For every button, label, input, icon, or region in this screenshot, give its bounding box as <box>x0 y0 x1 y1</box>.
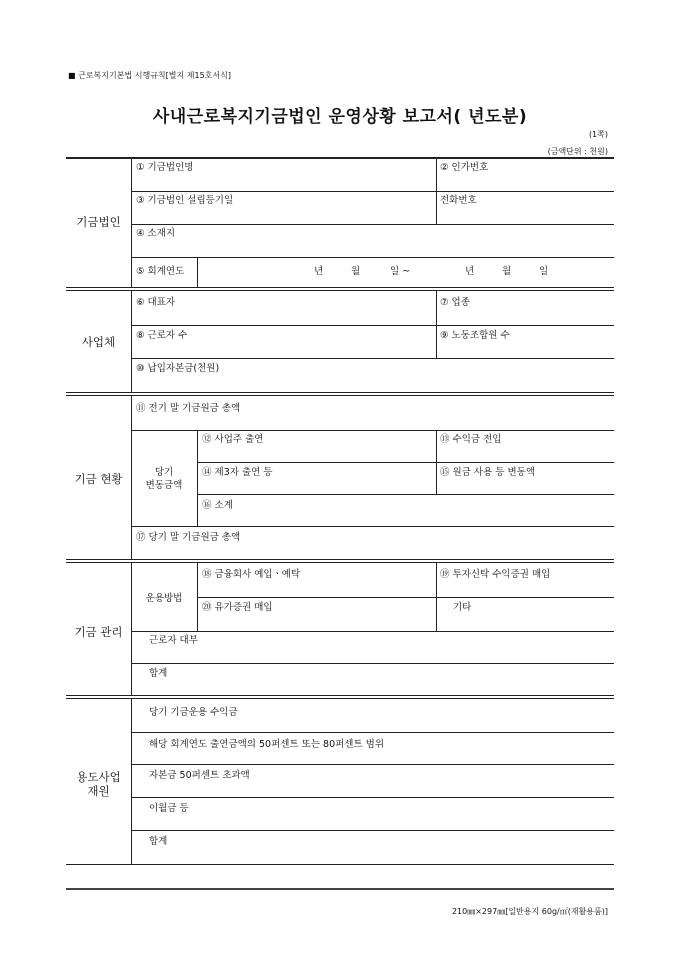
section-separator <box>66 559 614 560</box>
prev-fund-total-label: ⑪ 전기 말 기금원금 총액 <box>136 403 241 414</box>
paid-in-capital-label: ⑩ 납입자본금(천원) <box>136 363 220 374</box>
divider <box>131 663 614 664</box>
change-amount-label-1: 당기 <box>154 467 174 478</box>
footer-rule <box>66 888 614 890</box>
other-label: 기타 <box>453 602 472 613</box>
divider <box>131 764 614 765</box>
period-year-2: 년 <box>465 266 475 277</box>
section-separator <box>66 290 614 291</box>
divider <box>131 830 614 831</box>
section-label-business: 사업체 <box>81 335 116 349</box>
subtotal-label: ⑯ 소계 <box>202 500 233 511</box>
divider <box>197 430 198 526</box>
curr-fund-total-label: ⑰ 당기 말 기금원금 총액 <box>136 532 241 543</box>
trust-label: ⑲ 투자신탁 수익증권 매입 <box>440 569 551 580</box>
section-separator <box>66 698 614 699</box>
address-label: ④ 소재지 <box>136 228 176 239</box>
divider <box>131 325 614 326</box>
section-separator <box>66 287 614 288</box>
unit-note: (금액단위 : 천원) <box>547 147 608 156</box>
table-top-border <box>66 157 614 159</box>
divider <box>131 631 614 632</box>
divider <box>131 699 132 864</box>
divider <box>131 291 132 392</box>
section-separator <box>66 695 614 696</box>
representative-label: ⑥ 대표자 <box>136 297 176 308</box>
section-label-fund-mgmt: 기금 관리 <box>74 625 123 639</box>
principal-usage-label: ⑮ 원금 사용 등 변동액 <box>440 467 535 478</box>
divider <box>197 494 614 495</box>
workers-label: ⑧ 근로자 수 <box>136 330 188 341</box>
divider <box>131 526 614 527</box>
divider <box>131 224 614 225</box>
phone-label: 전화번호 <box>440 195 477 206</box>
investment-method-label: 운용방법 <box>145 593 183 604</box>
income-transfer-label: ⑬ 수익금 전입 <box>440 434 502 445</box>
divider <box>197 462 614 463</box>
union-members-label: ⑨ 노동조합원 수 <box>440 330 510 341</box>
divider <box>131 797 614 798</box>
period-day-1: 일 ~ <box>390 266 411 277</box>
fiscal-year-label: ⑤ 회계연도 <box>136 266 185 277</box>
divider <box>131 430 614 431</box>
mgmt-total-label: 합계 <box>149 668 168 679</box>
contribution-percent-label: 해당 회계연도 출연금액의 50퍼센트 또는 80퍼센트 범위 <box>149 739 385 750</box>
table-bottom-border <box>66 864 614 865</box>
industry-label: ⑦ 업종 <box>440 297 470 308</box>
page-title: 사내근로복지기금법인 운영상황 보고서( 년도분) <box>152 107 528 127</box>
establishment-date-label: ③ 기금법인 설립등기일 <box>136 195 234 206</box>
fund-income-label: 당기 기금운용 수익금 <box>149 707 238 718</box>
paper-spec: 210㎜×297㎜[일반용지 60g/㎡(재활용품)] <box>451 907 608 916</box>
capital-excess-label: 자본금 50퍼센트 초과액 <box>149 770 250 781</box>
section-separator <box>66 562 614 563</box>
worker-loan-label: 근로자 대부 <box>149 635 198 646</box>
section-label-fund-status: 기금 현황 <box>74 472 123 486</box>
divider <box>131 257 614 258</box>
employer-contribution-label: ⑫ 사업주 출연 <box>202 434 264 445</box>
section-label-fund-corp: 기금법인 <box>76 215 121 229</box>
securities-label: ⑳ 유가증권 매입 <box>202 602 273 613</box>
section-separator <box>66 392 614 393</box>
divider <box>131 563 132 695</box>
page-note: (1쪽) <box>588 130 608 139</box>
divider <box>131 158 132 287</box>
section-label-funding-1: 용도사업 <box>76 770 121 784</box>
funding-total-label: 합계 <box>149 836 168 847</box>
carryover-label: 이월금 등 <box>149 803 189 814</box>
fund-corp-name-label: ① 기금법인명 <box>136 162 194 173</box>
section-label-funding-2: 재원 <box>87 784 110 798</box>
approval-number-label: ② 인가번호 <box>440 162 489 173</box>
divider <box>131 732 614 733</box>
deposit-label: ⑱ 금융회사 예입ㆍ예탁 <box>202 569 301 580</box>
period-year-1: 년 <box>314 266 324 277</box>
third-party-contribution-label: ⑭ 제3자 출연 등 <box>202 467 273 478</box>
divider <box>131 358 614 359</box>
period-month-1: 월 <box>351 266 361 277</box>
period-month-2: 월 <box>502 266 512 277</box>
change-amount-label-2: 변동금액 <box>145 480 183 491</box>
form-reference: ■ 근로복지기본법 시행규칙[별지 제15호서식] <box>68 71 231 80</box>
period-day-2: 일 <box>539 266 549 277</box>
divider <box>197 257 198 287</box>
divider <box>131 191 614 192</box>
divider <box>197 597 614 598</box>
section-separator <box>66 395 614 396</box>
